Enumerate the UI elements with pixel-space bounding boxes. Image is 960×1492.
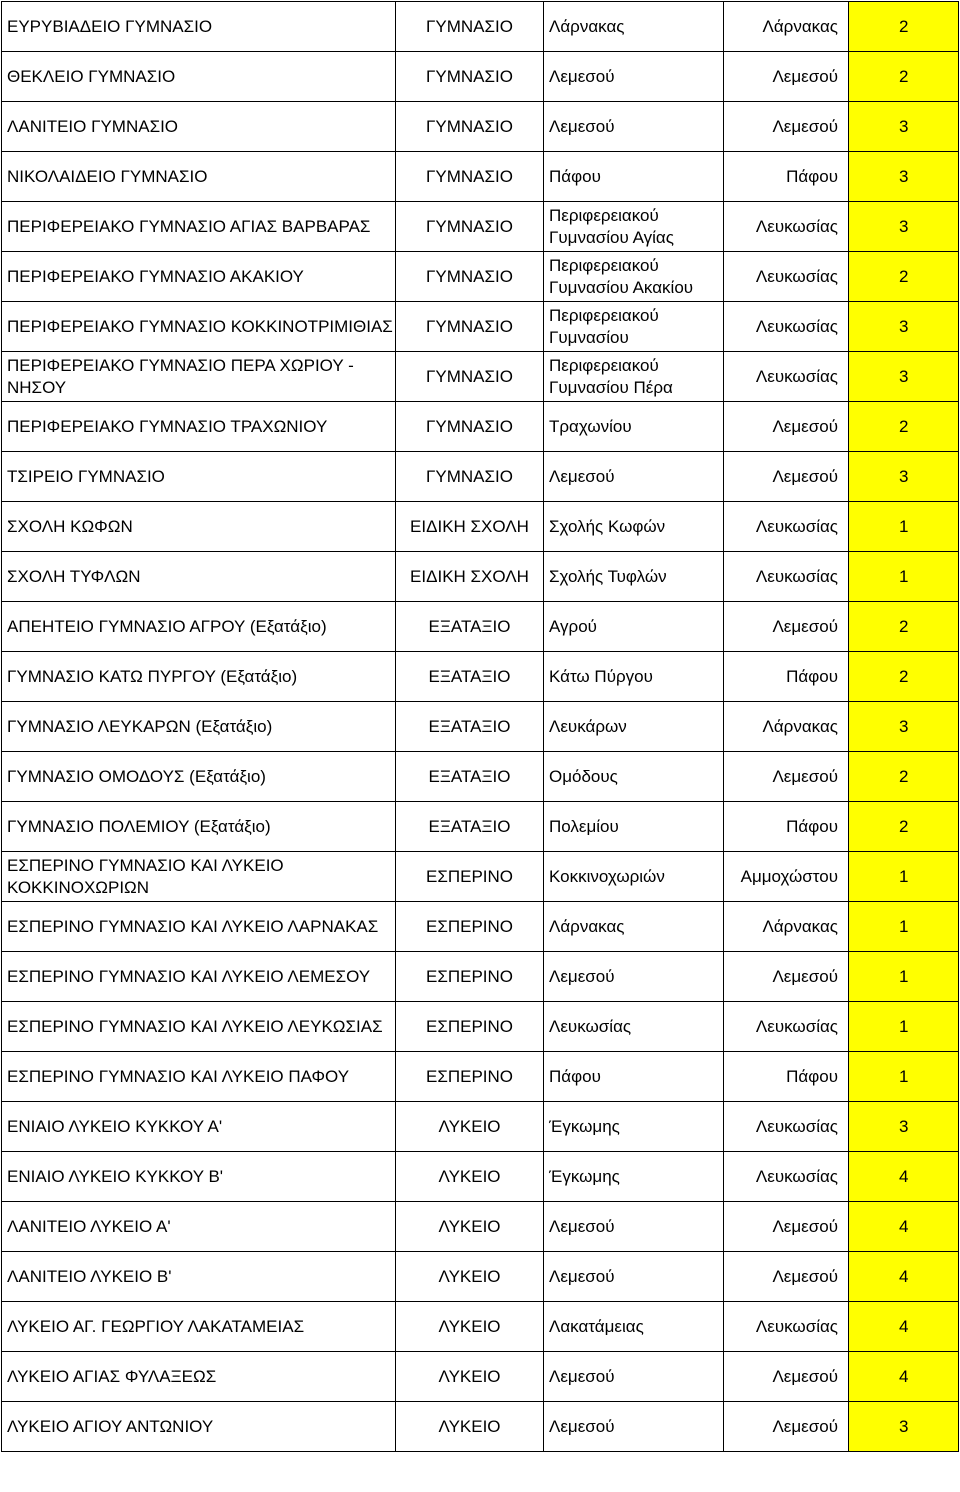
school-type-cell: ΓΥΜΝΑΣΙΟ (396, 152, 544, 202)
school-district-cell: Λευκωσίας (724, 1102, 849, 1152)
school-district-cell: Λευκωσίας (724, 552, 849, 602)
school-district-cell: Πάφου (724, 152, 849, 202)
school-name-cell: ΠΕΡΙΦΕΡΕΙΑΚΟ ΓΥΜΝΑΣΙΟ ΚΟΚΚΙΝΟΤΡΙΜΙΘΙΑΣ (2, 302, 396, 352)
school-type-cell: ΓΥΜΝΑΣΙΟ (396, 252, 544, 302)
table-row (2, 752, 959, 802)
school-name-cell: ΣΧΟΛΗ ΤΥΦΛΩΝ (2, 552, 396, 602)
school-name-cell: ΘΕΚΛΕΙΟ ΓΥΜΝΑΣΙΟ (2, 52, 396, 102)
school-type-cell: ΛΥΚΕΙΟ (396, 1402, 544, 1452)
school-count-cell: 4 (849, 1202, 959, 1252)
school-count-cell: 3 (849, 1402, 959, 1452)
school-count-cell: 3 (849, 352, 959, 402)
table-row (2, 52, 959, 102)
school-name-cell: ΕΣΠΕΡΙΝΟ ΓΥΜΝΑΣΙΟ ΚΑΙ ΛΥΚΕΙΟ ΛΕΜΕΣΟΥ (2, 952, 396, 1002)
school-name-cell: ΠΕΡΙΦΕΡΕΙΑΚΟ ΓΥΜΝΑΣΙΟ ΑΓΙΑΣ ΒΑΡΒΑΡΑΣ (2, 202, 396, 252)
school-type-cell: ΓΥΜΝΑΣΙΟ (396, 452, 544, 502)
school-type-cell: ΕΞΑΤΑΞΙΟ (396, 752, 544, 802)
table-row (2, 1402, 959, 1452)
school-name-cell: ΛΑΝΙΤΕΙΟ ΛΥΚΕΙΟ Α' (2, 1202, 396, 1252)
school-name-cell: ΓΥΜΝΑΣΙΟ ΛΕΥΚΑΡΩΝ (Εξατάξιο) (2, 702, 396, 752)
school-type-cell: ΓΥΜΝΑΣΙΟ (396, 352, 544, 402)
school-name-cell: ΕΣΠΕΡΙΝΟ ΓΥΜΝΑΣΙΟ ΚΑΙ ΛΥΚΕΙΟ ΠΑΦΟΥ (2, 1052, 396, 1102)
table-row (2, 652, 959, 702)
table-row (2, 402, 959, 452)
school-district-cell: Πάφου (724, 802, 849, 852)
school-type-cell: ΕΣΠΕΡΙΝΟ (396, 902, 544, 952)
school-location-cell: Λεμεσού (544, 52, 724, 102)
school-name-cell: ΕΝΙΑΙΟ ΛΥΚΕΙΟ ΚΥΚΚΟΥ Α' (2, 1102, 396, 1152)
school-count-cell: 2 (849, 402, 959, 452)
school-name-cell: ΓΥΜΝΑΣΙΟ ΟΜΟΔΟΥΣ (Εξατάξιο) (2, 752, 396, 802)
school-count-cell: 2 (849, 52, 959, 102)
school-district-cell: Λάρνακας (724, 2, 849, 52)
school-name-cell: ΣΧΟΛΗ ΚΩΦΩΝ (2, 502, 396, 552)
school-location-cell: Ομόδους (544, 752, 724, 802)
school-district-cell: Λεμεσού (724, 402, 849, 452)
table-row (2, 1152, 959, 1202)
table-row (2, 1052, 959, 1102)
school-location-cell: Κοκκινοχωριών (544, 852, 724, 902)
school-type-cell: ΓΥΜΝΑΣΙΟ (396, 2, 544, 52)
school-type-cell: ΕΞΑΤΑΞΙΟ (396, 652, 544, 702)
school-district-cell: Λεμεσού (724, 1352, 849, 1402)
school-count-cell: 3 (849, 302, 959, 352)
school-type-cell: ΕΙΔΙΚΗ ΣΧΟΛΗ (396, 552, 544, 602)
school-count-cell: 2 (849, 252, 959, 302)
school-district-cell: Λεμεσού (724, 602, 849, 652)
table-row (2, 202, 959, 252)
school-location-cell: Έγκωμης (544, 1102, 724, 1152)
school-count-cell: 3 (849, 702, 959, 752)
school-location-cell: Λεμεσού (544, 102, 724, 152)
school-count-cell: 1 (849, 952, 959, 1002)
school-count-cell: 3 (849, 202, 959, 252)
school-type-cell: ΛΥΚΕΙΟ (396, 1352, 544, 1402)
school-district-cell: Λευκωσίας (724, 1002, 849, 1052)
school-name-cell: ΠΕΡΙΦΕΡΕΙΑΚΟ ΓΥΜΝΑΣΙΟ ΤΡΑΧΩΝΙΟΥ (2, 402, 396, 452)
school-type-cell: ΛΥΚΕΙΟ (396, 1202, 544, 1252)
school-count-cell: 1 (849, 552, 959, 602)
table-row (2, 802, 959, 852)
school-name-cell: ΕΣΠΕΡΙΝΟ ΓΥΜΝΑΣΙΟ ΚΑΙ ΛΥΚΕΙΟ ΛΕΥΚΩΣΙΑΣ (2, 1002, 396, 1052)
school-location-cell: Λευκάρων (544, 702, 724, 752)
school-location-cell: Λεμεσού (544, 1252, 724, 1302)
school-location-cell: Περιφερειακού Γυμνασίου Ακακίου (544, 252, 724, 302)
school-district-cell: Λεμεσού (724, 752, 849, 802)
school-count-cell: 1 (849, 502, 959, 552)
school-type-cell: ΕΞΑΤΑΞΙΟ (396, 802, 544, 852)
school-name-cell: ΓΥΜΝΑΣΙΟ ΠΟΛΕΜΙΟΥ (Εξατάξιο) (2, 802, 396, 852)
school-name-cell: ΠΕΡΙΦΕΡΕΙΑΚΟ ΓΥΜΝΑΣΙΟ ΠΕΡΑ ΧΩΡΙΟΥ - ΝΗΣΟΥ (2, 352, 396, 402)
school-type-cell: ΕΣΠΕΡΙΝΟ (396, 852, 544, 902)
table-row (2, 902, 959, 952)
schools-table-body (2, 2, 959, 1452)
school-count-cell: 3 (849, 452, 959, 502)
table-row (2, 602, 959, 652)
school-location-cell: Λεμεσού (544, 952, 724, 1002)
table-row (2, 352, 959, 402)
school-name-cell: ΠΕΡΙΦΕΡΕΙΑΚΟ ΓΥΜΝΑΣΙΟ ΑΚΑΚΙΟΥ (2, 252, 396, 302)
table-row (2, 852, 959, 902)
school-district-cell: Λεμεσού (724, 1202, 849, 1252)
school-location-cell: Έγκωμης (544, 1152, 724, 1202)
school-name-cell: ΕΣΠΕΡΙΝΟ ΓΥΜΝΑΣΙΟ ΚΑΙ ΛΥΚΕΙΟ ΛΑΡΝΑΚΑΣ (2, 902, 396, 952)
school-location-cell: Πολεμίου (544, 802, 724, 852)
school-type-cell: ΓΥΜΝΑΣΙΟ (396, 402, 544, 452)
table-row (2, 302, 959, 352)
school-name-cell: ΓΥΜΝΑΣΙΟ ΚΑΤΩ ΠΥΡΓΟΥ (Εξατάξιο) (2, 652, 396, 702)
table-row (2, 552, 959, 602)
school-count-cell: 3 (849, 102, 959, 152)
school-count-cell: 1 (849, 1052, 959, 1102)
school-count-cell: 2 (849, 652, 959, 702)
table-row (2, 1202, 959, 1252)
school-location-cell: Λακατάμειας (544, 1302, 724, 1352)
school-type-cell: ΓΥΜΝΑΣΙΟ (396, 52, 544, 102)
school-type-cell: ΛΥΚΕΙΟ (396, 1102, 544, 1152)
school-name-cell: ΛΥΚΕΙΟ ΑΓΙΟΥ ΑΝΤΩΝΙΟΥ (2, 1402, 396, 1452)
school-district-cell: Λευκωσίας (724, 302, 849, 352)
school-type-cell: ΓΥΜΝΑΣΙΟ (396, 102, 544, 152)
school-location-cell: Πάφου (544, 152, 724, 202)
school-count-cell: 2 (849, 752, 959, 802)
school-name-cell: ΛΥΚΕΙΟ ΑΓΙΑΣ ΦΥΛΑΞΕΩΣ (2, 1352, 396, 1402)
school-count-cell: 4 (849, 1352, 959, 1402)
school-type-cell: ΓΥΜΝΑΣΙΟ (396, 302, 544, 352)
table-row (2, 1302, 959, 1352)
school-district-cell: Λευκωσίας (724, 502, 849, 552)
school-location-cell: Σχολής Κωφών (544, 502, 724, 552)
school-location-cell: Περιφερειακού Γυμνασίου Αγίας (544, 202, 724, 252)
school-count-cell: 1 (849, 852, 959, 902)
school-count-cell: 2 (849, 602, 959, 652)
school-district-cell: Λεμεσού (724, 1252, 849, 1302)
school-name-cell: ΝΙΚΟΛΑΙΔΕΙΟ ΓΥΜΝΑΣΙΟ (2, 152, 396, 202)
school-location-cell: Κάτω Πύργου (544, 652, 724, 702)
schools-table (1, 1, 959, 1452)
school-district-cell: Λεμεσού (724, 52, 849, 102)
school-location-cell: Λεμεσού (544, 452, 724, 502)
school-type-cell: ΕΣΠΕΡΙΝΟ (396, 1002, 544, 1052)
school-count-cell: 1 (849, 1002, 959, 1052)
school-type-cell: ΕΣΠΕΡΙΝΟ (396, 952, 544, 1002)
school-count-cell: 3 (849, 152, 959, 202)
school-district-cell: Λάρνακας (724, 702, 849, 752)
table-row (2, 1102, 959, 1152)
table-row (2, 502, 959, 552)
table-row (2, 152, 959, 202)
school-count-cell: 2 (849, 2, 959, 52)
school-district-cell: Λεμεσού (724, 102, 849, 152)
school-count-cell: 3 (849, 1102, 959, 1152)
school-location-cell: Τραχωνίου (544, 402, 724, 452)
school-location-cell: Λεμεσού (544, 1402, 724, 1452)
school-district-cell: Λευκωσίας (724, 1302, 849, 1352)
school-location-cell: Περιφερειακού Γυμνασίου Πέρα (544, 352, 724, 402)
table-row (2, 952, 959, 1002)
table-row (2, 2, 959, 52)
school-district-cell: Αμμοχώστου (724, 852, 849, 902)
school-location-cell: Λάρνακας (544, 902, 724, 952)
table-row (2, 252, 959, 302)
school-type-cell: ΕΞΑΤΑΞΙΟ (396, 702, 544, 752)
school-location-cell: Περιφερειακού Γυμνασίου (544, 302, 724, 352)
school-location-cell: Σχολής Τυφλών (544, 552, 724, 602)
table-row (2, 702, 959, 752)
school-location-cell: Λευκωσίας (544, 1002, 724, 1052)
school-count-cell: 4 (849, 1302, 959, 1352)
table-row (2, 1002, 959, 1052)
school-name-cell: ΕΝΙΑΙΟ ΛΥΚΕΙΟ ΚΥΚΚΟΥ Β' (2, 1152, 396, 1202)
school-type-cell: ΛΥΚΕΙΟ (396, 1152, 544, 1202)
school-type-cell: ΓΥΜΝΑΣΙΟ (396, 202, 544, 252)
school-type-cell: ΕΞΑΤΑΞΙΟ (396, 602, 544, 652)
school-name-cell: ΕΣΠΕΡΙΝΟ ΓΥΜΝΑΣΙΟ ΚΑΙ ΛΥΚΕΙΟ ΚΟΚΚΙΝΟΧΩΡΙΩΝ (2, 852, 396, 902)
school-district-cell: Λευκωσίας (724, 352, 849, 402)
table-row (2, 102, 959, 152)
table-row (2, 1252, 959, 1302)
school-count-cell: 4 (849, 1252, 959, 1302)
school-count-cell: 4 (849, 1152, 959, 1202)
school-district-cell: Πάφου (724, 652, 849, 702)
school-district-cell: Λευκωσίας (724, 252, 849, 302)
school-name-cell: ΤΣΙΡΕΙΟ ΓΥΜΝΑΣΙΟ (2, 452, 396, 502)
school-location-cell: Αγρού (544, 602, 724, 652)
school-name-cell: ΑΠΕΗΤΕΙΟ ΓΥΜΝΑΣΙΟ ΑΓΡΟΥ (Εξατάξιο) (2, 602, 396, 652)
school-count-cell: 1 (849, 902, 959, 952)
school-count-cell: 2 (849, 802, 959, 852)
school-name-cell: ΛΑΝΙΤΕΙΟ ΓΥΜΝΑΣΙΟ (2, 102, 396, 152)
school-district-cell: Λάρνακας (724, 902, 849, 952)
school-type-cell: ΛΥΚΕΙΟ (396, 1252, 544, 1302)
school-type-cell: ΕΙΔΙΚΗ ΣΧΟΛΗ (396, 502, 544, 552)
school-district-cell: Λευκωσίας (724, 202, 849, 252)
school-location-cell: Λεμεσού (544, 1352, 724, 1402)
school-location-cell: Πάφου (544, 1052, 724, 1102)
school-type-cell: ΛΥΚΕΙΟ (396, 1302, 544, 1352)
school-name-cell: ΛΥΚΕΙΟ ΑΓ. ΓΕΩΡΓΙΟΥ ΛΑΚΑΤΑΜΕΙΑΣ (2, 1302, 396, 1352)
school-district-cell: Λεμεσού (724, 1402, 849, 1452)
school-location-cell: Λεμεσού (544, 1202, 724, 1252)
table-row (2, 452, 959, 502)
school-district-cell: Πάφου (724, 1052, 849, 1102)
school-district-cell: Λεμεσού (724, 452, 849, 502)
table-row (2, 1352, 959, 1402)
school-location-cell: Λάρνακας (544, 2, 724, 52)
school-district-cell: Λευκωσίας (724, 1152, 849, 1202)
school-district-cell: Λεμεσού (724, 952, 849, 1002)
school-name-cell: ΕΥΡΥΒΙΑΔΕΙΟ ΓΥΜΝΑΣΙΟ (2, 2, 396, 52)
school-type-cell: ΕΣΠΕΡΙΝΟ (396, 1052, 544, 1102)
school-name-cell: ΛΑΝΙΤΕΙΟ ΛΥΚΕΙΟ Β' (2, 1252, 396, 1302)
